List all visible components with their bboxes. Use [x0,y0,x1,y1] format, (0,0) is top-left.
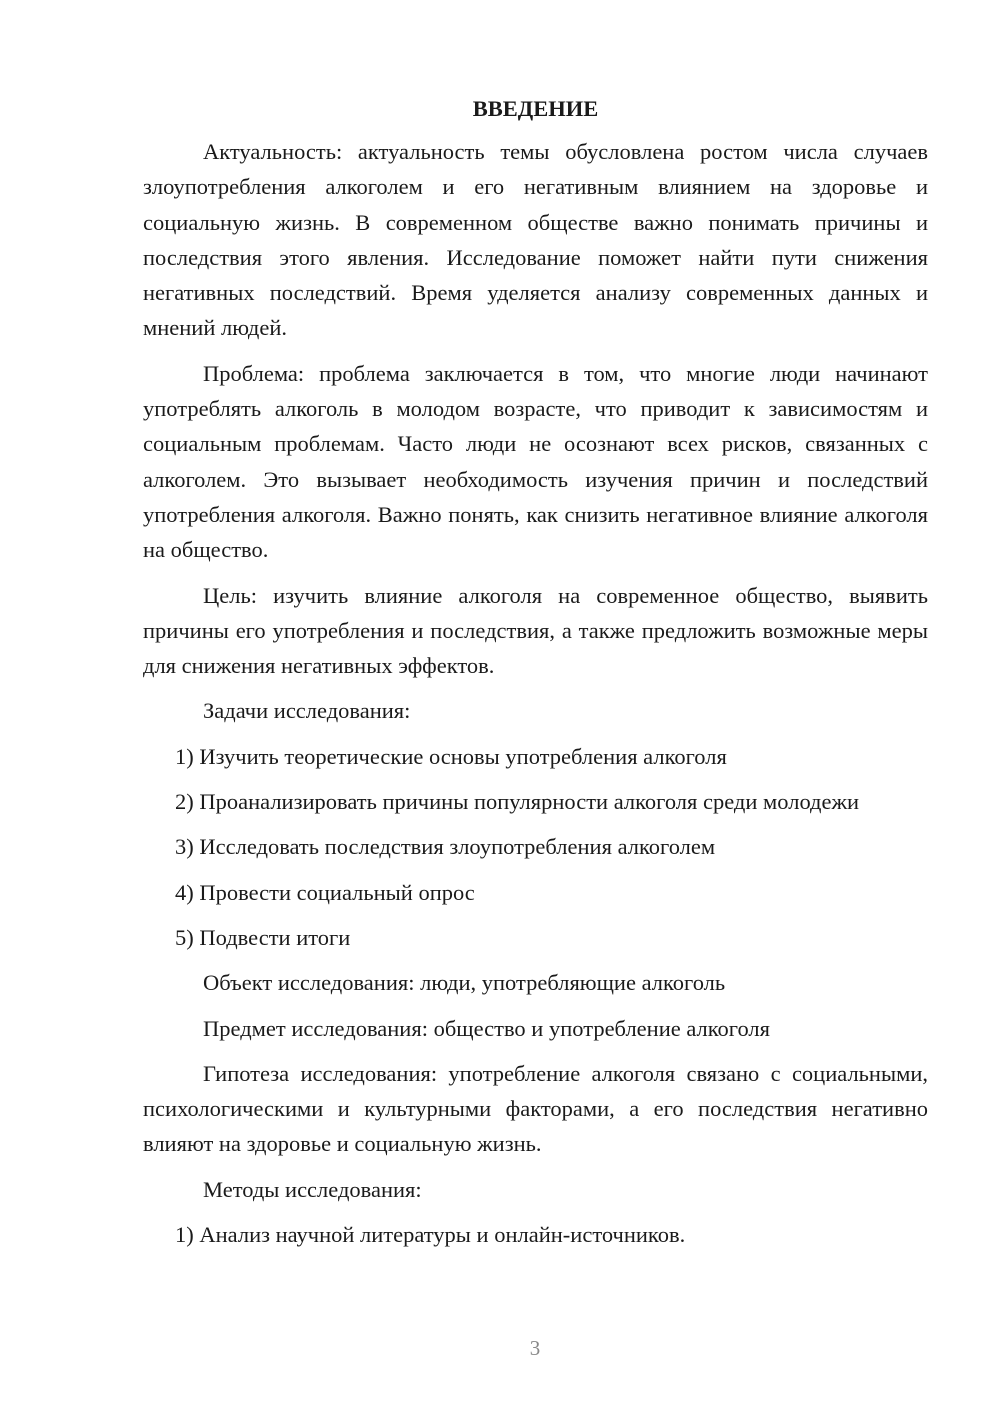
task-item-2: 2) Проанализировать причины популярности алкоголя среди молодежи [175,789,860,815]
research-subject: Предмет исследования: общество и употребление алкоголя [203,1015,771,1041]
task-item-5: 5) Подвести итоги [175,924,351,950]
method-item-1: 1) Анализ научной литературы и онлайн-источников. [175,1222,686,1248]
problem-paragraph: Проблема: проблема заключается в том, что многие люди начинают употреблять алкоголь в молодом возрасте, что приводит к зависимостям и социальным проблемам. Часто люди не осознают всех рисков, связанных с алкоголем. Это вызывает необходимость изучения причин и последствий употребления алкоголя. Важно понять, как снизить негативное влияние алкоголя на общество. [143,360,928,563]
methods-title: Методы исследования: [203,1176,422,1202]
page-number: 3 [529,1336,541,1360]
research-object: Объект исследования: люди, употребляющие алкоголь [203,970,726,996]
section-heading: ВВЕДЕНИЕ [472,96,599,121]
tasks-title: Задачи исследования: [203,698,411,724]
task-item-3: 3) Исследовать последствия злоупотребления алкоголем [175,834,716,860]
task-item-1: 1) Изучить теоретические основы употребления алкоголя [175,743,727,769]
page-content [143,94,928,1262]
task-item-4: 4) Провести социальный опрос [175,879,475,905]
relevance-paragraph: Актуальность: актуальность темы обусловлена ростом числа случаев злоупотребления алкоголем и его негативным влиянием на здоровье и социальную жизнь. В современном обществе важно понимать причины и последствия этого явления. Исследование поможет найти пути снижения негативных последствий. Время уделяется анализу современных данных и мнений людей. [143,139,928,341]
hypothesis-paragraph: Гипотеза исследования: употребление алкоголя связано с социальными, психологическими и культурными факторами, а его последствия негативно влияют на здоровье и социальную жизнь. [143,1060,928,1157]
goal-paragraph: Цель: изучить влияние алкоголя на современное общество, выявить причины его употребления и последствия, а также предложить возможные меры для снижения негативных эффектов. [143,582,928,679]
